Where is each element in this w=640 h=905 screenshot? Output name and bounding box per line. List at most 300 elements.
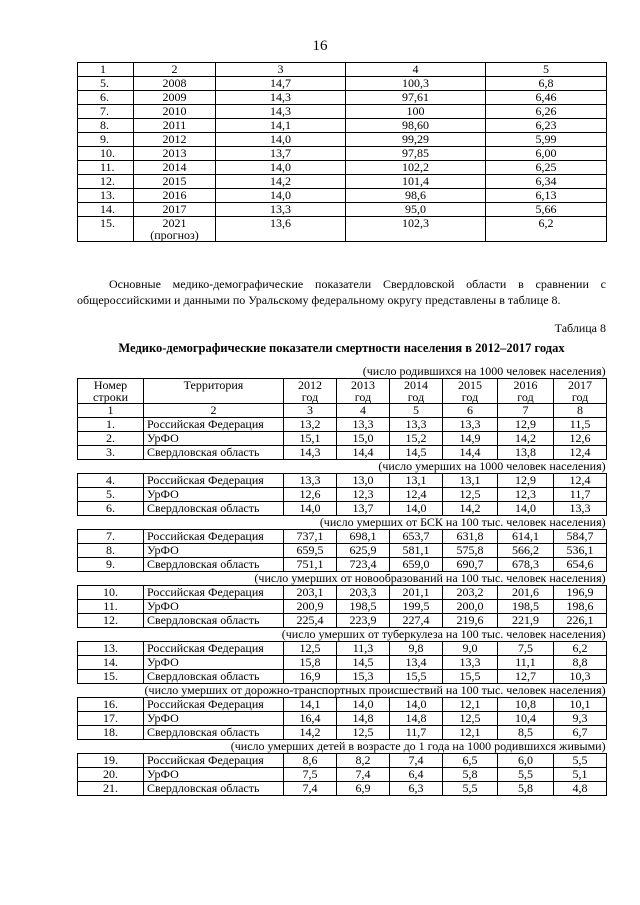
value-cell: 698,1: [337, 530, 390, 544]
value-cell: 723,4: [337, 558, 390, 572]
header-year-suffix: год: [407, 390, 425, 404]
row-number: 15.: [78, 670, 144, 684]
value-cell: 201,6: [498, 586, 554, 600]
value-cell: 13,8: [498, 446, 554, 460]
value-cell: 6,3: [390, 782, 443, 796]
value-cell: 14,8: [337, 712, 390, 726]
table-cell: 6,23: [486, 119, 607, 133]
table-cell: 11.: [78, 161, 134, 175]
value-cell: 15,1: [284, 432, 337, 446]
header-cell: 1: [78, 63, 134, 77]
value-cell: 737,1: [284, 530, 337, 544]
table-cell: 2009: [134, 91, 216, 105]
table-row: [78, 133, 607, 147]
header-year-value: 2015: [458, 378, 482, 392]
table-cell: 8.: [78, 119, 134, 133]
table-cell: 97,85: [346, 147, 486, 161]
value-cell: 14,0: [390, 502, 443, 516]
row-number: 21.: [78, 782, 144, 796]
table-row: [78, 418, 607, 432]
value-cell: 13,3: [390, 418, 443, 432]
value-cell: 7,4: [337, 768, 390, 782]
table-row: [78, 558, 607, 572]
table-cell: 2011: [134, 119, 216, 133]
territory-cell: Свердловская область: [144, 614, 284, 628]
table-cell: 100: [346, 105, 486, 119]
value-cell: 7,5: [498, 642, 554, 656]
value-cell: 8,6: [284, 754, 337, 768]
table-cell: 102,3: [346, 217, 486, 242]
value-cell: 654,6: [554, 558, 607, 572]
table-row: [78, 119, 607, 133]
table-row: [78, 614, 607, 628]
value-cell: 11,5: [554, 418, 607, 432]
column-number: 5: [390, 404, 443, 418]
table-cell: 98,60: [346, 119, 486, 133]
table-cell: 98,6: [346, 189, 486, 203]
value-cell: 203,3: [337, 586, 390, 600]
value-cell: 690,7: [443, 558, 498, 572]
table-cell: 6,34: [486, 175, 607, 189]
table-row: [78, 768, 607, 782]
header-year-value: 2012: [298, 378, 322, 392]
table-row: [78, 642, 607, 656]
table-cell: 13.: [78, 189, 134, 203]
page-number: 16: [312, 38, 328, 54]
value-cell: 13,2: [284, 418, 337, 432]
value-cell: 653,7: [390, 530, 443, 544]
value-cell: 12,7: [498, 670, 554, 684]
value-cell: 11,1: [498, 656, 554, 670]
value-cell: 6,4: [390, 768, 443, 782]
row-number: 20.: [78, 768, 144, 782]
value-cell: 14,0: [337, 698, 390, 712]
value-cell: 5,1: [554, 768, 607, 782]
table-cell: 14,0: [216, 161, 346, 175]
header-year-suffix: год: [461, 390, 479, 404]
header-cell: 5: [486, 63, 607, 77]
table-cell: 7.: [78, 105, 134, 119]
unit-label: (число родившихся на 1000 человек населения): [362, 364, 606, 378]
column-number: 7: [498, 404, 554, 418]
value-cell: 7,5: [284, 768, 337, 782]
territory-cell: Российская Федерация: [144, 698, 284, 712]
table-cell: 95,0: [346, 203, 486, 217]
value-cell: 13,1: [390, 474, 443, 488]
table-row: [78, 754, 607, 768]
value-cell: 7,4: [284, 782, 337, 796]
table-cell: 2008: [134, 77, 216, 91]
table-cell: 14,3: [216, 105, 346, 119]
value-cell: 12,4: [554, 446, 607, 460]
unit-row: [78, 740, 607, 754]
value-cell: 14,9: [443, 432, 498, 446]
value-cell: 13,0: [337, 474, 390, 488]
row-number: 14.: [78, 656, 144, 670]
column-number: 6: [443, 404, 498, 418]
value-cell: 5,5: [554, 754, 607, 768]
row-number: 7.: [78, 530, 144, 544]
value-cell: 13,7: [337, 502, 390, 516]
table-row: [78, 488, 607, 502]
row-number: 10.: [78, 586, 144, 600]
territory-cell: Свердловская область: [144, 446, 284, 460]
territory-cell: УрФО: [144, 656, 284, 670]
value-cell: 12,6: [554, 432, 607, 446]
table-cell: 97,61: [346, 91, 486, 105]
table-cell: [134, 217, 216, 242]
value-cell: 8,2: [337, 754, 390, 768]
value-cell: 5,8: [443, 768, 498, 782]
table-row: [78, 656, 607, 670]
table-row: [78, 530, 607, 544]
year-value: 2021: [162, 216, 187, 230]
value-cell: 227,4: [390, 614, 443, 628]
year-note: (прогноз): [150, 228, 199, 242]
value-cell: 14,3: [284, 446, 337, 460]
table-cell: 100,3: [346, 77, 486, 91]
row-number: 1.: [78, 418, 144, 432]
header-cell: 4: [346, 63, 486, 77]
value-cell: 225,4: [284, 614, 337, 628]
header-year: [443, 379, 498, 404]
territory-cell: Свердловская область: [144, 558, 284, 572]
header-year: [284, 379, 337, 404]
value-cell: 14,4: [337, 446, 390, 460]
value-cell: 14,2: [284, 726, 337, 740]
territory-cell: Российская Федерация: [144, 418, 284, 432]
table-cell: 12.: [78, 175, 134, 189]
row-number: 9.: [78, 558, 144, 572]
row-number: 6.: [78, 502, 144, 516]
territory-cell: Российская Федерация: [144, 474, 284, 488]
table-cell: 13,6: [216, 217, 346, 242]
header-number-l1: Номер: [93, 378, 128, 392]
value-cell: 625,9: [337, 544, 390, 558]
territory-cell: УрФО: [144, 544, 284, 558]
table-cell: 2013: [134, 147, 216, 161]
table-row: [78, 105, 607, 119]
row-number: 11.: [78, 600, 144, 614]
row-number: 2.: [78, 432, 144, 446]
value-cell: 5,5: [443, 782, 498, 796]
value-cell: 199,5: [390, 600, 443, 614]
value-cell: 7,4: [390, 754, 443, 768]
table-row: [78, 586, 607, 600]
header-year-suffix: год: [571, 390, 589, 404]
value-cell: 226,1: [554, 614, 607, 628]
value-cell: 200,9: [284, 600, 337, 614]
table-row: [78, 203, 607, 217]
header-year: [554, 379, 607, 404]
value-cell: 198,5: [498, 600, 554, 614]
table-cell: 14,1: [216, 119, 346, 133]
value-cell: 566,2: [498, 544, 554, 558]
territory-cell: Свердловская область: [144, 502, 284, 516]
table-cell: 9.: [78, 133, 134, 147]
table-cell: 5,66: [486, 203, 607, 217]
table-row: [78, 77, 607, 91]
value-cell: 536,1: [554, 544, 607, 558]
value-cell: 9,0: [443, 642, 498, 656]
value-cell: 13,3: [284, 474, 337, 488]
value-cell: 12,4: [554, 474, 607, 488]
value-cell: 12,5: [337, 726, 390, 740]
value-cell: 203,1: [284, 586, 337, 600]
value-cell: 13,3: [337, 418, 390, 432]
value-cell: 14,0: [284, 502, 337, 516]
value-cell: 631,8: [443, 530, 498, 544]
table-cell: 2010: [134, 105, 216, 119]
territory-cell: УрФО: [144, 488, 284, 502]
table-cell: 14.: [78, 203, 134, 217]
value-cell: 15,5: [390, 670, 443, 684]
column-number: 1: [78, 404, 144, 418]
table-row: [78, 712, 607, 726]
territory-cell: Свердловская область: [144, 670, 284, 684]
table-cell: 99,29: [346, 133, 486, 147]
unit-label: (число умерших от новообразований на 100 тыс. человек населения): [254, 571, 606, 585]
unit-label: (число умерших от БСК на 100 тыс. человек населения): [319, 515, 606, 529]
value-cell: 11,7: [390, 726, 443, 740]
unit-row: [78, 460, 607, 474]
territory-cell: Свердловская область: [144, 782, 284, 796]
value-cell: 223,9: [337, 614, 390, 628]
value-cell: 12,6: [284, 488, 337, 502]
header-year-value: 2016: [513, 378, 538, 392]
value-cell: 5,8: [498, 782, 554, 796]
value-cell: 14,2: [443, 502, 498, 516]
header-year-value: 2017: [568, 378, 593, 392]
value-cell: 13,3: [554, 502, 607, 516]
table-cell: 13,7: [216, 147, 346, 161]
header-year-suffix: год: [301, 390, 319, 404]
value-cell: 9,3: [554, 712, 607, 726]
value-cell: 659,5: [284, 544, 337, 558]
value-cell: 14,1: [284, 698, 337, 712]
row-number: 4.: [78, 474, 144, 488]
unit-label: (число умерших от туберкулеза на 100 тыс. человек населения): [281, 627, 606, 641]
table-row: [78, 698, 607, 712]
value-cell: 6,9: [337, 782, 390, 796]
table-cell: 6,8: [486, 77, 607, 91]
value-cell: 16,9: [284, 670, 337, 684]
row-number: 8.: [78, 544, 144, 558]
value-cell: 12,1: [443, 698, 498, 712]
table-cell: 14,3: [216, 91, 346, 105]
table-row: [78, 600, 607, 614]
value-cell: 14,5: [337, 656, 390, 670]
header-cell: 3: [216, 63, 346, 77]
row-number: 16.: [78, 698, 144, 712]
unit-row: [78, 628, 607, 642]
territory-cell: Российская Федерация: [144, 530, 284, 544]
value-cell: 581,1: [390, 544, 443, 558]
table-label: Таблица 8: [554, 321, 606, 335]
table-cell: 2015: [134, 175, 216, 189]
territory-cell: УрФО: [144, 432, 284, 446]
value-cell: 751,1: [284, 558, 337, 572]
value-cell: 219,6: [443, 614, 498, 628]
header-year-suffix: год: [517, 390, 534, 404]
table-cell: 14,0: [216, 133, 346, 147]
value-cell: 12,1: [443, 726, 498, 740]
value-cell: 14,0: [390, 698, 443, 712]
value-cell: 10,8: [498, 698, 554, 712]
value-cell: 13,3: [443, 656, 498, 670]
value-cell: 10,1: [554, 698, 607, 712]
value-cell: 11,3: [337, 642, 390, 656]
column-number: 2: [144, 404, 284, 418]
table-row: [78, 432, 607, 446]
territory-cell: Российская Федерация: [144, 754, 284, 768]
value-cell: 12,5: [443, 712, 498, 726]
table-row: [78, 161, 607, 175]
table-cell: 2012: [134, 133, 216, 147]
header-year: [498, 379, 554, 404]
value-cell: 203,2: [443, 586, 498, 600]
table-row: [78, 474, 607, 488]
header-cell: 2: [134, 63, 216, 77]
value-cell: 198,6: [554, 600, 607, 614]
unit-row: [78, 516, 607, 530]
value-cell: 12,9: [498, 474, 554, 488]
row-number: 19.: [78, 754, 144, 768]
table-title: Медико-демографические показатели смертности населения в 2012–2017 годах: [118, 341, 565, 355]
value-cell: 12,4: [390, 488, 443, 502]
header-number: [78, 379, 144, 404]
unit-label: (число умерших детей в возрасте до 1 года на 1000 родившихся живыми): [230, 739, 606, 753]
value-cell: 13,1: [443, 474, 498, 488]
column-number: 8: [554, 404, 607, 418]
value-cell: 201,1: [390, 586, 443, 600]
table-cell: 6,26: [486, 105, 607, 119]
column-number: 4: [337, 404, 390, 418]
territory-cell: Свердловская область: [144, 726, 284, 740]
table-cell: 14,0: [216, 189, 346, 203]
value-cell: 14,8: [390, 712, 443, 726]
value-cell: 5,5: [498, 768, 554, 782]
territory-cell: УрФО: [144, 712, 284, 726]
header-territory: Территория: [144, 379, 284, 404]
table-cell: 6,2: [486, 217, 607, 242]
value-cell: 13,4: [390, 656, 443, 670]
table-cell: 5,99: [486, 133, 607, 147]
header-year-suffix: год: [354, 390, 372, 404]
value-cell: 6,0: [498, 754, 554, 768]
value-cell: 4,8: [554, 782, 607, 796]
value-cell: 12,5: [284, 642, 337, 656]
value-cell: 12,3: [498, 488, 554, 502]
table-cell: 14,2: [216, 175, 346, 189]
table-row: [78, 544, 607, 558]
table-cell: 15.: [78, 217, 134, 242]
territory-cell: УрФО: [144, 600, 284, 614]
territory-cell: Российская Федерация: [144, 642, 284, 656]
value-cell: 12,9: [498, 418, 554, 432]
table-row: [78, 670, 607, 684]
value-cell: 198,5: [337, 600, 390, 614]
table-row: [78, 502, 607, 516]
value-cell: 659,0: [390, 558, 443, 572]
unit-label: (число умерших от дорожно-транспортных происшествий на 100 тыс. человек населения): [144, 683, 606, 697]
value-cell: 14,0: [498, 502, 554, 516]
value-cell: 614,1: [498, 530, 554, 544]
value-cell: 14,2: [498, 432, 554, 446]
table-cell: 13,3: [216, 203, 346, 217]
row-number: 12.: [78, 614, 144, 628]
header-number-l2: строки: [93, 390, 128, 404]
table-cell: 2014: [134, 161, 216, 175]
unit-row: [78, 365, 607, 379]
header-year: [390, 379, 443, 404]
value-cell: 9,8: [390, 642, 443, 656]
table-cell: 6,25: [486, 161, 607, 175]
value-cell: 6,2: [554, 642, 607, 656]
value-cell: 200,0: [443, 600, 498, 614]
value-cell: 575,8: [443, 544, 498, 558]
table-row: [78, 217, 607, 242]
territory-cell: УрФО: [144, 768, 284, 782]
value-cell: 15,5: [443, 670, 498, 684]
row-number: 17.: [78, 712, 144, 726]
intro-paragraph: Основные медико-демографические показатели Свердловской области в сравнении с общероссийскими и данными по Уральскому федеральному округу представлены в таблице 8.: [77, 277, 606, 307]
value-cell: 196,9: [554, 586, 607, 600]
table-cell: 6,00: [486, 147, 607, 161]
value-cell: 14,4: [443, 446, 498, 460]
value-cell: 14,5: [390, 446, 443, 460]
territory-cell: Российская Федерация: [144, 586, 284, 600]
value-cell: 10,3: [554, 670, 607, 684]
table-cell: 10.: [78, 147, 134, 161]
value-cell: 10,4: [498, 712, 554, 726]
value-cell: 6,5: [443, 754, 498, 768]
table-continuation: [77, 62, 607, 242]
colnum-row: [78, 404, 607, 418]
table-cell: 2017: [134, 203, 216, 217]
row-number: 5.: [78, 488, 144, 502]
value-cell: 8,8: [554, 656, 607, 670]
table-cell: 101,4: [346, 175, 486, 189]
table-row: [78, 726, 607, 740]
table-row: [78, 91, 607, 105]
row-number: 13.: [78, 642, 144, 656]
table-row: [78, 175, 607, 189]
table-cell: 6,46: [486, 91, 607, 105]
table-row: [78, 782, 607, 796]
value-cell: 12,3: [337, 488, 390, 502]
value-cell: 678,3: [498, 558, 554, 572]
value-cell: 221,9: [498, 614, 554, 628]
head-row: [78, 379, 607, 404]
table-row: [78, 189, 607, 203]
value-cell: 15,8: [284, 656, 337, 670]
row-number: 3.: [78, 446, 144, 460]
value-cell: 16,4: [284, 712, 337, 726]
header-year-value: 2013: [351, 378, 375, 392]
unit-row: [78, 572, 607, 586]
table-cell: 5.: [78, 77, 134, 91]
unit-row: [78, 684, 607, 698]
value-cell: 13,3: [443, 418, 498, 432]
table-cell: 102,2: [346, 161, 486, 175]
value-cell: 8,5: [498, 726, 554, 740]
header-year-value: 2014: [404, 378, 428, 392]
row-number: 18.: [78, 726, 144, 740]
unit-label: (число умерших на 1000 человек населения): [378, 459, 606, 473]
mortality-table: [77, 365, 607, 796]
header-year: [337, 379, 390, 404]
